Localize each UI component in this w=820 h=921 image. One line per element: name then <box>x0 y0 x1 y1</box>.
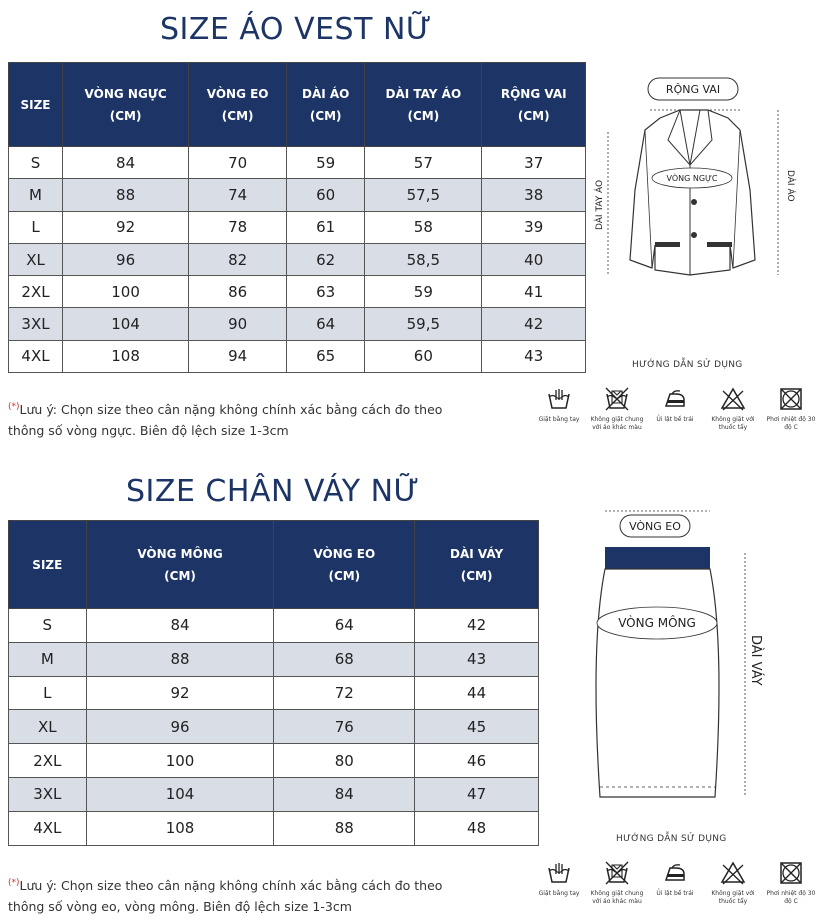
vest-size-note <box>8 397 488 441</box>
measurement-cell: 92 <box>63 211 189 243</box>
measurement-cell: 39 <box>482 211 586 243</box>
measurement-cell: 62 <box>287 243 365 275</box>
care-label: Không giặt với thuốc tẩy <box>711 416 755 431</box>
measurement-cell: 90 <box>189 308 287 340</box>
hand-wash-icon <box>546 386 572 412</box>
size-cell: L <box>9 676 87 710</box>
note-asterisk: (*) <box>8 878 20 888</box>
jacket-sketch <box>590 70 800 290</box>
no-bleach-icon <box>720 386 746 412</box>
measurement-cell: 68 <box>274 642 415 676</box>
measurement-cell: 58 <box>365 211 482 243</box>
measurement-cell: 72 <box>274 676 415 710</box>
measurement-cell: 41 <box>482 276 586 308</box>
care-instruction-item <box>530 860 588 906</box>
column-header: VÒNG NGỰC (CM) <box>63 63 189 147</box>
measurement-cell: 84 <box>63 147 189 179</box>
size-cell: 3XL <box>9 777 87 811</box>
table-row <box>9 147 586 179</box>
care-label: Phơi nhiệt độ 30 độ C <box>766 890 816 905</box>
size-cell: M <box>9 642 87 676</box>
measurement-cell: 86 <box>189 276 287 308</box>
table-row <box>9 179 586 211</box>
dry-30c-icon <box>778 386 804 412</box>
table-row <box>9 340 586 372</box>
no-mixed-wash-icon <box>604 386 630 412</box>
table-row <box>9 676 539 710</box>
care-instruction-item <box>646 860 704 906</box>
measurement-cell: 64 <box>287 308 365 340</box>
measurement-cell: 37 <box>482 147 586 179</box>
skirt-care-instructions <box>530 860 820 906</box>
column-header: SIZE <box>9 63 63 147</box>
table-row <box>9 777 539 811</box>
measurement-cell: 84 <box>274 777 415 811</box>
table-row <box>9 211 586 243</box>
skirt-waist-label: VÒNG EO <box>629 520 681 533</box>
measurement-cell: 64 <box>274 609 415 643</box>
measurement-cell: 70 <box>189 147 287 179</box>
skirt-measurement-diagram <box>585 505 800 805</box>
jacket-measurement-diagram <box>590 70 800 290</box>
table-row <box>9 811 539 845</box>
table-row <box>9 243 586 275</box>
measurement-cell: 44 <box>415 676 539 710</box>
measurement-cell: 38 <box>482 179 586 211</box>
skirt-sketch <box>585 505 800 805</box>
measurement-cell: 88 <box>274 811 415 845</box>
skirt-length-label: DÀI VÁY <box>748 635 763 686</box>
chest-label: VÒNG NGỰC <box>666 174 718 183</box>
measurement-cell: 82 <box>189 243 287 275</box>
measurement-cell: 42 <box>415 609 539 643</box>
care-instruction-item <box>762 860 820 906</box>
note-line-1: Lưu ý: Chọn size theo cân nặng không chính xác bằng cách đo theo <box>19 878 443 894</box>
measurement-cell: 88 <box>63 179 189 211</box>
care-instruction-item <box>762 386 820 432</box>
measurement-cell: 45 <box>415 710 539 744</box>
note-line-2: thông số vòng ngực. Biên độ lệch size 1-3cm <box>8 423 289 439</box>
size-cell: XL <box>9 710 87 744</box>
table-row <box>9 308 586 340</box>
vest-size-table <box>8 62 586 373</box>
column-header: VÒNG EO (CM) <box>274 521 415 609</box>
measurement-cell: 47 <box>415 777 539 811</box>
sleeve-length-label: DÀI TAY ÁO <box>595 179 605 230</box>
care-instruction-item <box>588 860 646 906</box>
skirt-size-note <box>8 873 488 917</box>
measurement-cell: 88 <box>86 642 274 676</box>
dry-30c-icon <box>778 860 804 886</box>
care-label: Không giặt với thuốc tẩy <box>711 890 755 905</box>
measurement-cell: 76 <box>274 710 415 744</box>
skirt-size-title: SIZE CHÂN VÁY NỮ <box>126 474 420 509</box>
vest-table-header-row <box>9 63 586 147</box>
size-cell: 4XL <box>9 811 87 845</box>
care-instruction-item <box>704 386 762 432</box>
care-label: Phơi nhiệt độ 30 độ C <box>766 416 816 431</box>
skirt-care-guide-title: HƯỚNG DẪN SỬ DỤNG <box>616 834 727 844</box>
measurement-cell: 108 <box>63 340 189 372</box>
size-cell: S <box>9 147 63 179</box>
measurement-cell: 59,5 <box>365 308 482 340</box>
measurement-cell: 40 <box>482 243 586 275</box>
note-line-2: thông số vòng eo, vòng mông. Biên độ lệch size 1-3cm <box>8 899 352 915</box>
measurement-cell: 65 <box>287 340 365 372</box>
measurement-cell: 43 <box>415 642 539 676</box>
column-header: DÀI ÁO (CM) <box>287 63 365 147</box>
measurement-cell: 57 <box>365 147 482 179</box>
care-label: Ủi lật bề trái <box>656 890 694 897</box>
measurement-cell: 60 <box>365 340 482 372</box>
measurement-cell: 104 <box>63 308 189 340</box>
vest-size-title: SIZE ÁO VEST NỮ <box>160 12 433 47</box>
size-cell: L <box>9 211 63 243</box>
table-row <box>9 642 539 676</box>
measurement-cell: 61 <box>287 211 365 243</box>
measurement-cell: 96 <box>86 710 274 744</box>
size-cell: 2XL <box>9 276 63 308</box>
care-instruction-item <box>646 386 704 432</box>
measurement-cell: 108 <box>86 811 274 845</box>
skirt-table-header-row <box>9 521 539 609</box>
column-header: RỘNG VAI (CM) <box>482 63 586 147</box>
measurement-cell: 60 <box>287 179 365 211</box>
table-row <box>9 276 586 308</box>
body-length-label: DÀI ÁO <box>785 170 795 202</box>
vest-care-instructions <box>530 386 820 432</box>
measurement-cell: 42 <box>482 308 586 340</box>
no-mixed-wash-icon <box>604 860 630 886</box>
column-header: DÀI TAY ÁO (CM) <box>365 63 482 147</box>
column-header: DÀI VÁY (CM) <box>415 521 539 609</box>
care-label: Giặt bằng tay <box>538 416 580 423</box>
hand-wash-icon <box>546 860 572 886</box>
shoulder-width-label: RỘNG VAI <box>665 83 721 96</box>
care-label: Không giặt chung với áo khác màu <box>590 890 644 905</box>
skirt-size-table <box>8 520 539 846</box>
measurement-cell: 59 <box>287 147 365 179</box>
size-cell: S <box>9 609 87 643</box>
size-cell: 4XL <box>9 340 63 372</box>
measurement-cell: 74 <box>189 179 287 211</box>
measurement-cell: 63 <box>287 276 365 308</box>
size-cell: XL <box>9 243 63 275</box>
measurement-cell: 100 <box>86 744 274 778</box>
measurement-cell: 92 <box>86 676 274 710</box>
size-cell: M <box>9 179 63 211</box>
note-asterisk: (*) <box>8 402 20 412</box>
size-cell: 2XL <box>9 744 87 778</box>
size-cell: 3XL <box>9 308 63 340</box>
measurement-cell: 80 <box>274 744 415 778</box>
measurement-cell: 104 <box>86 777 274 811</box>
measurement-cell: 59 <box>365 276 482 308</box>
measurement-cell: 84 <box>86 609 274 643</box>
care-label: Không giặt chung với áo khác màu <box>590 416 644 431</box>
table-row <box>9 710 539 744</box>
measurement-cell: 46 <box>415 744 539 778</box>
column-header: VÒNG EO (CM) <box>189 63 287 147</box>
hip-label: VÒNG MÔNG <box>618 616 696 630</box>
measurement-cell: 43 <box>482 340 586 372</box>
measurement-cell: 94 <box>189 340 287 372</box>
care-instruction-item <box>530 386 588 432</box>
care-label: Giặt bằng tay <box>538 890 580 897</box>
care-instruction-item <box>704 860 762 906</box>
measurement-cell: 48 <box>415 811 539 845</box>
table-row <box>9 609 539 643</box>
column-header: VÒNG MÔNG (CM) <box>86 521 274 609</box>
care-label: Ủi lật bề trái <box>656 416 694 423</box>
care-instruction-item <box>588 386 646 432</box>
table-row <box>9 744 539 778</box>
iron-reverse-icon <box>662 860 688 886</box>
measurement-cell: 78 <box>189 211 287 243</box>
vest-care-guide-title: HƯỚNG DẪN SỬ DỤNG <box>632 360 743 370</box>
column-header: SIZE <box>9 521 87 609</box>
measurement-cell: 96 <box>63 243 189 275</box>
measurement-cell: 57,5 <box>365 179 482 211</box>
no-bleach-icon <box>720 860 746 886</box>
measurement-cell: 58,5 <box>365 243 482 275</box>
note-line-1: Lưu ý: Chọn size theo cân nặng không chính xác bằng cách đo theo <box>19 402 443 418</box>
iron-reverse-icon <box>662 386 688 412</box>
measurement-cell: 100 <box>63 276 189 308</box>
